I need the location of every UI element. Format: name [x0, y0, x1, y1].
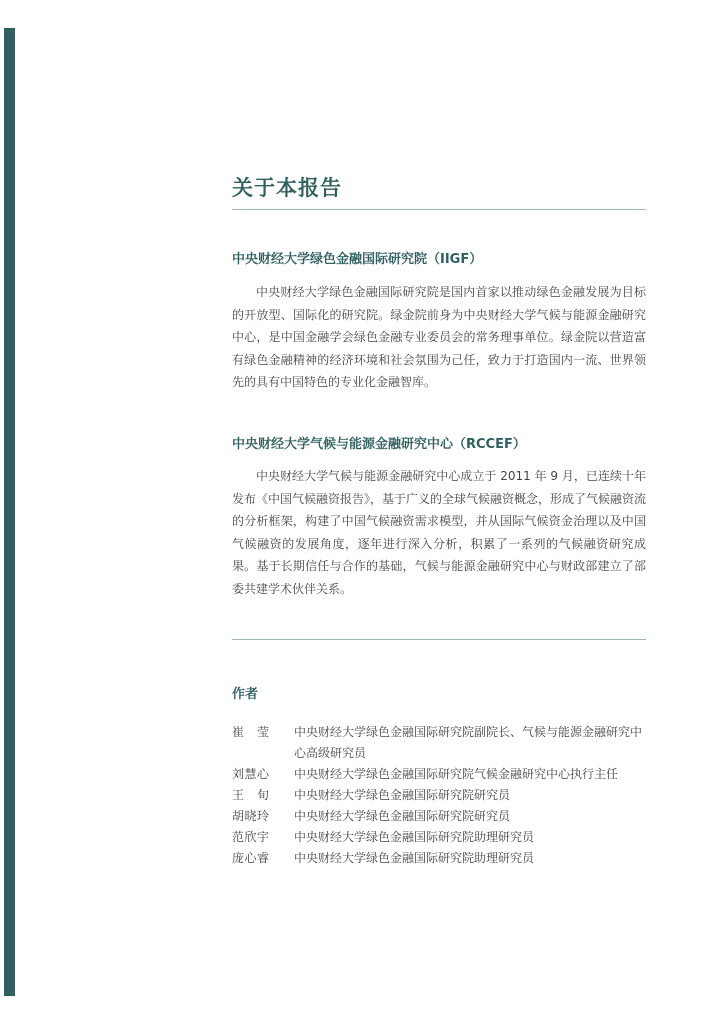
author-list — [232, 722, 646, 869]
author-row — [232, 722, 646, 764]
author-row — [232, 764, 646, 785]
author-name: 胡晓玲 — [232, 809, 270, 823]
author-name: 刘慧心 — [232, 767, 270, 781]
title-divider — [232, 209, 646, 210]
author-name: 崔 莹 — [232, 725, 270, 739]
author-title: 中央财经大学绿色金融国际研究院气候金融研究中心执行主任 — [294, 767, 619, 781]
author-title: 中央财经大学绿色金融国际研究院副院长、气候与能源金融研究中心高级研究员 — [294, 725, 643, 760]
author-title: 中央财经大学绿色金融国际研究院研究员 — [294, 788, 511, 802]
side-accent-bar — [4, 28, 15, 996]
section-heading-rccef: 中央财经大学气候与能源金融研究中心（RCCEF） — [232, 437, 526, 452]
author-name: 王 旬 — [232, 788, 270, 802]
author-name: 庞心睿 — [232, 851, 270, 865]
section-body-iigf: 中央财经大学绿色金融国际研究院是国内首家以推动绿色金融发展为目标的开放型、国际化的研究院。绿金院前身为中央财经大学气候与能源金融研究中心，是中国金融学会绿色金融专业委员会的常务理事单位。绿金院以营造富有绿色金融精神的经济环境和社会氛围为己任，致力于打造国内一流、世界领先的具有中国特色的专业化金融智库。 — [232, 285, 646, 390]
section-heading-iigf: 中央财经大学绿色金融国际研究院（IIGF） — [232, 252, 483, 267]
author-row — [232, 827, 646, 848]
author-name: 范欣宇 — [232, 830, 270, 844]
section-body-rccef: 中央财经大学气候与能源金融研究中心成立于 2011 年 9 月，已连续十年发布《中国气候融资报告》，基于广义的全球气候融资概念，形成了气候融资流的分析框架，构建了中国气候融资需求模型，并从国际气候资金治理以及中国气候融资的发展角度，逐年进行深入分析，积累了一系列的气候融资研究成果。基于长期信任与合作的基础，气候与能源金融研究中心与财政部建立了部委共建学术伙伴关系。 — [232, 469, 647, 596]
author-title: 中央财经大学绿色金融国际研究院助理研究员 — [294, 830, 535, 844]
author-row — [232, 785, 646, 806]
author-row — [232, 848, 646, 869]
author-row — [232, 806, 646, 827]
authors-divider — [232, 639, 646, 640]
author-title: 中央财经大学绿色金融国际研究院助理研究员 — [294, 851, 535, 865]
page-title: 关于本报告 — [232, 176, 342, 200]
author-title: 中央财经大学绿色金融国际研究院研究员 — [294, 809, 511, 823]
authors-heading: 作者 — [232, 687, 259, 702]
